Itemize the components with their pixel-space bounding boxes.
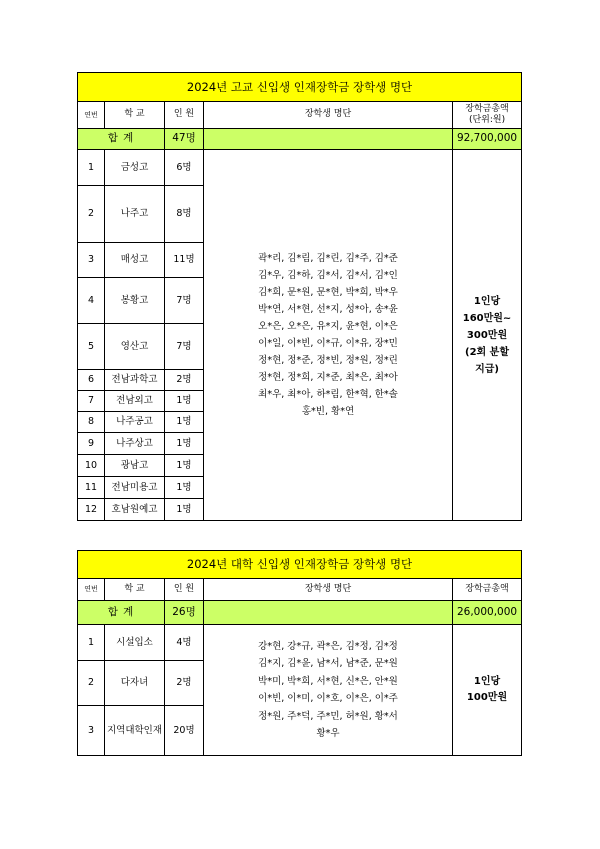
header-list: 장학생 명단 [204,579,453,601]
university-scholarship-table [77,550,522,756]
scholarship-amount [453,150,522,521]
row-count: 7명 [165,324,204,370]
row-count: 1명 [165,455,204,477]
row-count: 1명 [165,433,204,455]
row-no: 4 [78,278,105,324]
row-school: 금성고 [105,150,165,186]
row-no: 3 [78,243,105,278]
row-no: 7 [78,391,105,412]
total-spacer [204,601,453,625]
amount-line: 지급) [475,363,499,375]
table-row [78,625,522,661]
row-school: 나주공고 [105,412,165,433]
amount-line: 100만원 [466,692,508,703]
total-count: 26명 [165,601,204,625]
names-line: 오*은, 오*은, 유*지, 윤*현, 이*은 [258,321,398,332]
header-amount [453,102,522,129]
total-label: 합 계 [78,129,165,150]
row-school: 호남원예고 [105,499,165,521]
names-line: 최*우, 최*아, 하*림, 한*혁, 한*솔 [258,389,398,400]
row-no: 5 [78,324,105,370]
table-title: 2024년 대학 신입생 인재장학금 장학생 명단 [78,551,522,579]
table-row [78,150,522,186]
row-count: 11명 [165,243,204,278]
row-no: 1 [78,625,105,661]
student-names [204,150,453,521]
names-line: 강*현, 강*규, 곽*은, 김*정, 김*정 [258,640,398,652]
row-no: 3 [78,706,105,756]
student-names [204,625,453,756]
header-amount: 장학금총액 [453,579,522,601]
row-school: 다자녀 [105,661,165,706]
names-line: 곽*리, 김*림, 김*린, 김*주, 김*준 [258,253,398,264]
row-count: 20명 [165,706,204,756]
row-count: 1명 [165,477,204,499]
row-count: 8명 [165,186,204,243]
row-count: 2명 [165,370,204,391]
header-school: 학 교 [105,579,165,601]
names-line: 정*원, 주*덕, 주*민, 허*원, 황*서 [258,710,398,722]
row-no: 11 [78,477,105,499]
header-no: 연번 [78,102,105,129]
header-school: 학 교 [105,102,165,129]
amount-line: 1인당 [473,676,501,687]
names-line: 이*일, 이*빈, 이*규, 이*유, 장*민 [258,338,398,349]
row-no: 2 [78,186,105,243]
header-count: 인 원 [165,579,204,601]
row-school: 봉황고 [105,278,165,324]
row-school: 전남외고 [105,391,165,412]
row-count: 4명 [165,625,204,661]
row-no: 1 [78,150,105,186]
header-list: 장학생 명단 [204,102,453,129]
names-line: 김*우, 김*하, 김*서, 김*서, 김*인 [258,270,398,281]
row-count: 7명 [165,278,204,324]
row-school: 영산고 [105,324,165,370]
amount-line: 300만원 [466,329,508,341]
row-school: 매성고 [105,243,165,278]
row-school: 전남미용고 [105,477,165,499]
names-line: 김*지, 김*윤, 남*서, 남*준, 문*원 [258,658,398,669]
scholarship-amount [453,625,522,756]
names-line: 김*희, 문*원, 문*현, 박*희, 박*우 [258,287,398,298]
row-no: 12 [78,499,105,521]
row-school: 전남과학고 [105,370,165,391]
row-count: 1명 [165,391,204,412]
row-no: 8 [78,412,105,433]
row-school: 지역대학인재 [105,706,165,756]
names-line: 정*현, 정*희, 지*준, 최*은, 최*아 [258,372,398,383]
names-line: 황*우 [316,728,340,739]
row-school: 광남고 [105,455,165,477]
names-line: 박*미, 박*희, 서*현, 신*은, 안*원 [258,675,398,687]
row-count: 1명 [165,499,204,521]
total-amount: 26,000,000 [453,601,522,625]
row-count: 6명 [165,150,204,186]
row-school: 시설입소 [105,625,165,661]
row-count: 1명 [165,412,204,433]
names-line: 정*현, 정*준, 정*빈, 정*원, 정*린 [258,355,398,366]
row-no: 2 [78,661,105,706]
row-no: 6 [78,370,105,391]
high-school-scholarship-table [77,72,522,521]
names-line: 박*연, 서*현, 선*지, 성*아, 송*윤 [258,304,398,315]
row-no: 9 [78,433,105,455]
total-spacer [204,129,453,150]
amount-line: (2회 분할 [465,346,510,358]
row-school: 나주고 [105,186,165,243]
amount-line: 1인당 [473,295,501,307]
names-line: 이*빈, 이*미, 이*호, 이*은, 이*주 [258,693,398,704]
total-count: 47명 [165,129,204,150]
header-amount-line2: (단위:원) [468,115,506,125]
names-line: 홍*빈, 황*연 [301,406,355,417]
table-title: 2024년 고교 신입생 인재장학금 장학생 명단 [78,73,522,102]
row-school: 나주상고 [105,433,165,455]
total-label: 합 계 [78,601,165,625]
header-count: 인 원 [165,102,204,129]
header-amount-line1: 장학금총액 [465,103,509,114]
total-amount: 92,700,000 [453,129,522,150]
amount-line: 160만원~ [462,312,512,324]
header-no: 연번 [78,579,105,601]
row-count: 2명 [165,661,204,706]
row-no: 10 [78,455,105,477]
